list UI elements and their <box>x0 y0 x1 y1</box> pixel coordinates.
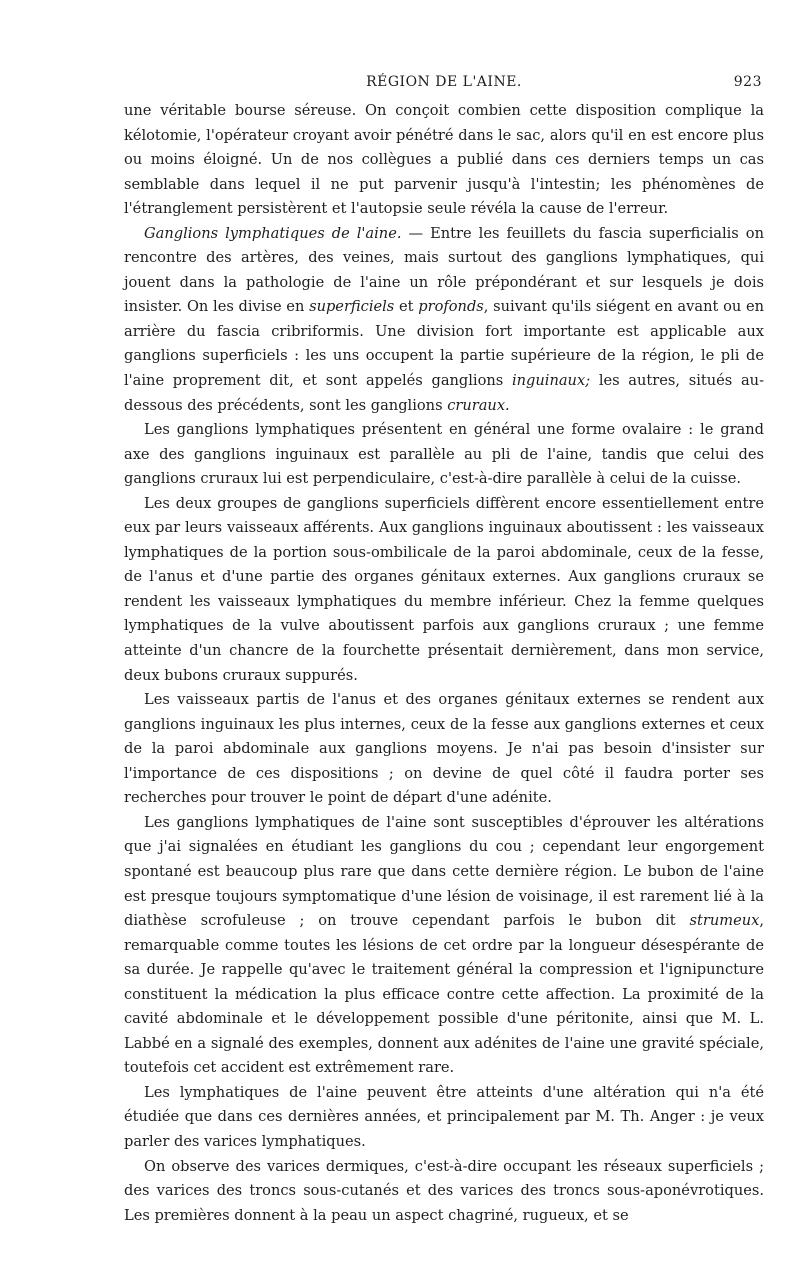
text-run: les autres, situés au-dessous des précédents, sont les ganglions <box>124 372 765 414</box>
paragraph-p4 <box>124 492 764 688</box>
text-run: — Entre les feuillets du fascia superficialis on rencontre des artères, des veines, mais surtout des ganglions lymphatiques, qui jouent dans la pathologie de l'aine un rôle prépondérant et sur lesquels je dois insister. On les divise en <box>124 224 764 316</box>
text-run: Les ganglions lymphatiques présentent en général une forme ovalaire : le grand axe des ganglions inguinaux est parallèle au pli de l'aine, tandis que celui des ganglions cruraux lui est perpendiculaire, c'est-à-dire parallèle à celui de la cuisse. <box>124 421 764 488</box>
italic-text: cruraux. <box>447 396 510 414</box>
paragraph-p3 <box>124 418 764 492</box>
italic-text: strumeux <box>689 912 760 930</box>
paragraph-p1 <box>124 99 764 222</box>
text-run: Les ganglions lymphatiques de l'aine sont susceptibles d'éprouver les altérations que j'ai signalées en étudiant les ganglions du cou ; cependant leur engorgement spontané est beaucoup plus rare que dans cette dernière région. Le bubon de l'aine est presque toujours symptomatique d'une lésion de voisinage, il est rarement lié à la diathèse scrofuleuse ; on trouve cependant parfois le bubon dit <box>124 813 764 930</box>
text-run: , remarquable comme toutes les lésions de cet ordre par la longueur désespérante de sa durée. Je rappelle qu'avec le traitement général la compression et l'ignipuncture constituent la médication la plus efficace contre cette affection. La proximité de la cavité abdominale et le développement possible d'une péritonite, ainsi que M. L. Labbé en a signalé des exemples, donnent aux adénites de l'aine une gravité spéciale, toutefois cet accident est extrêmement rare. <box>124 912 764 1077</box>
paragraph-p2 <box>124 222 764 418</box>
page-number: 923 <box>733 74 762 90</box>
italic-text: superficiels <box>309 298 395 316</box>
paragraph-p6 <box>124 811 764 1081</box>
text-run: et <box>394 298 419 316</box>
italic-text: Ganglions lymphatiques de l'aine. <box>144 224 402 242</box>
text-run: Les deux groupes de ganglions superficiels diffèrent encore essentiellement entre eux par leurs vaisseaux afférents. Aux ganglions inguinaux aboutissent : les vaisseaux lymphatiques de la portion sous-ombilicale de la paroi abdominale, ceux de la fesse, de l'anus et d'une partie des organes génitaux externes. Aux ganglions cruraux se rendent les vaisseaux lymphatiques du membre inférieur. Chez la femme quelques lymphatiques de la vulve aboutissent parfois aux ganglions cruraux ; une femme atteinte d'un chancre de la fourchette présentait dernièrement, dans mon service, deux bubons cruraux suppurés. <box>124 494 764 684</box>
body-text <box>124 99 764 1228</box>
paragraph-p7 <box>124 1081 764 1155</box>
text-run: , suivant qu'ils siégent en avant ou en arrière du fascia cribriformis. Une division fort importante est applicable aux ganglions superficiels : les uns occupent la partie supérieure de la région, le pli de l'aine proprement dit, et sont appelés ganglions <box>124 298 765 390</box>
text-run: Les vaisseaux partis de l'anus et des organes génitaux externes se rendent aux ganglions inguinaux les plus internes, ceux de la fesse aux ganglions externes et ceux de la paroi abdominale aux ganglions moyens. Je n'ai pas besoin d'insister sur l'importance de ces dispositions ; on devine de quel côté il faudra porter ses recherches pour trouver le point de départ d'une adénite. <box>124 691 764 807</box>
paragraph-p5 <box>124 688 764 811</box>
italic-text: profonds <box>418 298 484 316</box>
text-run: Les lymphatiques de l'aine peuvent être atteints d'une altération qui n'a été étudiée que dans ces dernières années, et principalement par M. Th. Anger : je veux parler des varices lymphatiques. <box>124 1083 764 1150</box>
italic-text: inguinaux; <box>511 372 591 390</box>
running-title: RÉGION DE L'AINE. <box>366 74 522 90</box>
paragraph-p8 <box>124 1155 764 1229</box>
text-run: On observe des varices dermiques, c'est-à-dire occupant les réseaux superficiels ; des varices des troncs sous-cutanés et des varices des troncs sous-aponévrotiques. Les premières donnent à la peau un aspect chagriné, rugueux, et se <box>124 1157 764 1224</box>
book-page <box>124 74 764 1228</box>
text-run: une véritable bourse séreuse. On conçoit combien cette disposition complique la kélotomie, l'opérateur croyant avoir pénétré dans le sac, alors qu'il en est encore plus ou moins éloigné. Un de nos collègues a publié dans ces derniers temps un cas semblable dans lequel il ne put parvenir jusqu'à l'intestin; les phénomènes de l'étranglement persistèrent et l'autopsie seule révéla la cause de l'erreur. <box>124 102 764 218</box>
running-header <box>124 74 764 96</box>
